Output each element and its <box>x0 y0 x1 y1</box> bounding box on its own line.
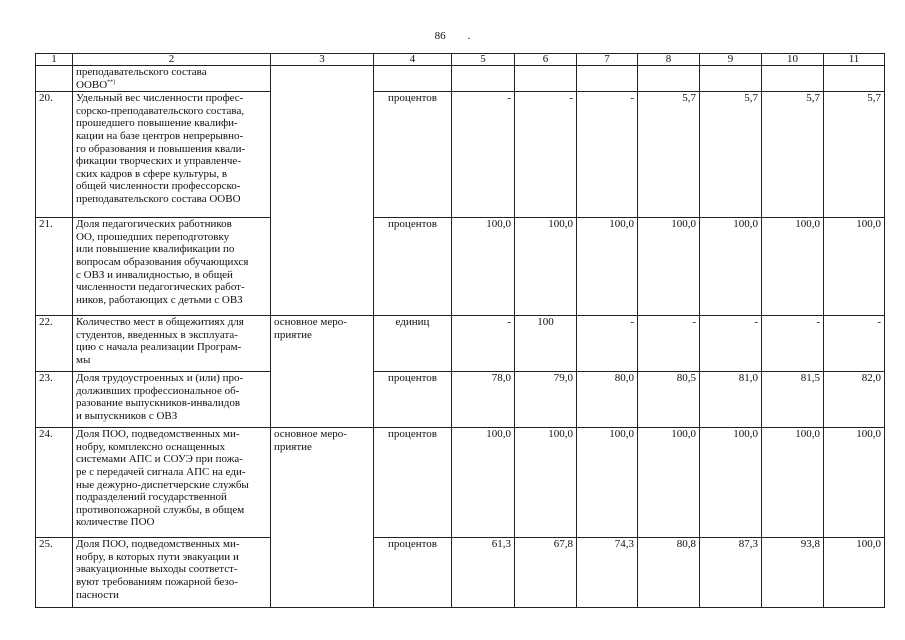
value-cell: 82,0 <box>824 372 885 428</box>
col-header: 7 <box>577 54 638 66</box>
col-header: 6 <box>515 54 577 66</box>
header-row <box>36 54 885 66</box>
value-cell: 5,7 <box>762 92 824 218</box>
value-cell: 100,0 <box>638 218 700 316</box>
value-cell: 74,3 <box>577 538 638 608</box>
value-cell: 80,8 <box>638 538 700 608</box>
table-row <box>36 428 885 538</box>
table-row <box>36 92 885 218</box>
value-cell: 81,5 <box>762 372 824 428</box>
indicator-name: Удельный вес численности профес- сорско-преподавательского состава, прошедшего повышение квалифи- кации на базе центров непрерывно- го образования и повышения квали- фикации творческих и управленче- ских кадров в сфере культуры, в общей численности профессорско- преподавательского состава ООВО <box>73 92 271 218</box>
unit-cell: процентов <box>374 92 452 218</box>
value-cell: 100,0 <box>762 218 824 316</box>
value-cell <box>638 66 700 92</box>
value-cell: - <box>577 92 638 218</box>
row-number: 23. <box>36 372 73 428</box>
value-cell: 100,0 <box>824 218 885 316</box>
value-cell: - <box>515 92 577 218</box>
value-cell <box>824 66 885 92</box>
col-header: 8 <box>638 54 700 66</box>
row-number: 22. <box>36 316 73 372</box>
unit-cell: процентов <box>374 538 452 608</box>
value-cell: 93,8 <box>762 538 824 608</box>
value-cell: 79,0 <box>515 372 577 428</box>
value-cell <box>515 66 577 92</box>
unit-cell <box>374 66 452 92</box>
value-cell: 100,0 <box>824 428 885 538</box>
value-cell: 61,3 <box>452 538 515 608</box>
value-cell: - <box>762 316 824 372</box>
value-cell <box>577 66 638 92</box>
value-cell: 80,0 <box>577 372 638 428</box>
table-row <box>36 372 885 428</box>
value-cell: - <box>452 316 515 372</box>
value-cell: - <box>452 92 515 218</box>
value-cell <box>762 66 824 92</box>
value-cell: - <box>700 316 762 372</box>
col-header: 5 <box>452 54 515 66</box>
value-cell: 5,7 <box>700 92 762 218</box>
value-cell: 5,7 <box>638 92 700 218</box>
indicator-text: преподавательского состава ООВО <box>76 66 207 91</box>
indicator-name: Доля педагогических работников ОО, прошедших переподготовку или повышение квалификации по вопросам образования обучающихся с ОВЗ и инвалидностью, в общей численности педагогических работ- ников, работающих с детьми с ОВЗ <box>73 218 271 316</box>
value-cell: 100,0 <box>700 218 762 316</box>
row-number: 24. <box>36 428 73 538</box>
value-cell: 100,0 <box>515 428 577 538</box>
value-cell: - <box>577 316 638 372</box>
indicator-name: Доля ПОО, подведомственных ми- нобру, комплексно оснащенных системами АПС и СОУЭ при пожа- ре с передачей сигнала АПС на еди- ные дежурно-диспетчерские службы подразделений государственной противопожарной службы, в общем количестве ПОО <box>73 428 271 538</box>
col-header: 11 <box>824 54 885 66</box>
col-header: 1 <box>36 54 73 66</box>
page-number-value: 86 <box>434 30 446 42</box>
value-cell <box>700 66 762 92</box>
row-number: 25. <box>36 538 73 608</box>
table-row <box>36 316 885 372</box>
value-cell: 100,0 <box>824 538 885 608</box>
page-mark: . <box>467 30 471 42</box>
row-number: 20. <box>36 92 73 218</box>
value-cell: 81,0 <box>700 372 762 428</box>
value-cell: 5,7 <box>824 92 885 218</box>
col-header: 3 <box>271 54 374 66</box>
row-number <box>36 66 73 92</box>
table-row <box>36 218 885 316</box>
indicators-table <box>35 53 885 608</box>
value-cell: 80,5 <box>638 372 700 428</box>
indicator-name: Доля трудоустроенных и (или) про- долживших профессиональное об- разование выпускников-инвалидов и выпускников с ОВЗ <box>73 372 271 428</box>
footnote-mark: **) <box>107 78 116 85</box>
col-header: 10 <box>762 54 824 66</box>
row-number: 21. <box>36 218 73 316</box>
unit-cell: процентов <box>374 372 452 428</box>
value-cell: - <box>824 316 885 372</box>
indicator-name: Количество мест в общежитиях для студентов, введенных в эксплуата- цию с начала реализации Програм- мы <box>73 316 271 372</box>
col-header: 2 <box>73 54 271 66</box>
value-cell: 100,0 <box>452 428 515 538</box>
value-cell: 100,0 <box>762 428 824 538</box>
page-number <box>0 30 905 42</box>
indicator-name: Доля ПОО, подведомственных ми- нобру, в которых пути эвакуации и эвакуационные выходы соответст- вуют требованиям пожарной безо- пасности <box>73 538 271 608</box>
value-cell: 100 <box>515 316 577 372</box>
indicator-name <box>73 66 271 92</box>
col-header: 9 <box>700 54 762 66</box>
value-cell: 100,0 <box>700 428 762 538</box>
category-cell <box>271 66 374 316</box>
value-cell: 78,0 <box>452 372 515 428</box>
value-cell: 67,8 <box>515 538 577 608</box>
table-row <box>36 538 885 608</box>
value-cell: 100,0 <box>577 218 638 316</box>
value-cell <box>452 66 515 92</box>
value-cell: 87,3 <box>700 538 762 608</box>
category-cell: основное меро- приятие <box>271 428 374 608</box>
value-cell: 100,0 <box>638 428 700 538</box>
value-cell: 100,0 <box>515 218 577 316</box>
table-row <box>36 66 885 92</box>
col-header: 4 <box>374 54 452 66</box>
value-cell: - <box>638 316 700 372</box>
value-cell: 100,0 <box>577 428 638 538</box>
unit-cell: процентов <box>374 218 452 316</box>
category-cell: основное меро- приятие <box>271 316 374 428</box>
unit-cell: процентов <box>374 428 452 538</box>
unit-cell: единиц <box>374 316 452 372</box>
value-cell: 100,0 <box>452 218 515 316</box>
